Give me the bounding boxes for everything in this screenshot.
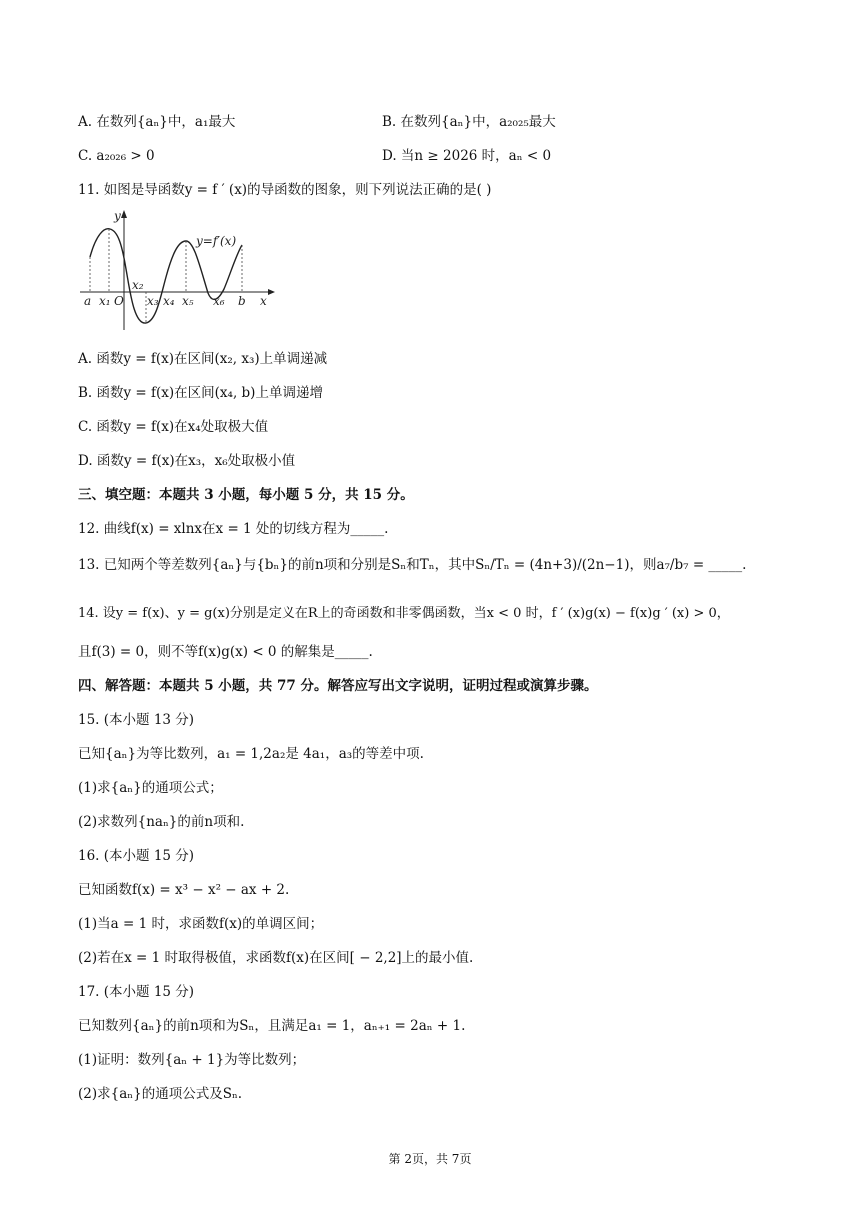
q14-line-2: 且f(3) = 0，则不等f(x)g(x) < 0 的解集是_____.	[78, 644, 373, 660]
label-x6: x₆	[213, 294, 225, 308]
q15-stem: 已知{aₙ}为等比数列，a₁ = 1,2a₂是 4a₁，a₃的等差中项.	[78, 746, 424, 762]
label-y: y	[114, 209, 121, 223]
page-footer: 第 2页，共 7页	[388, 1152, 472, 1166]
q16-stem: 已知函数f(x) = x³ − x² − ax + 2.	[78, 882, 290, 898]
y-axis-arrow	[121, 210, 127, 218]
q17-stem: 已知数列{aₙ}的前n项和为Sₙ，且满足a₁ = 1，aₙ₊₁ = 2aₙ + 1.	[78, 1018, 466, 1034]
label-o: O	[114, 294, 124, 308]
label-x: x	[260, 294, 267, 308]
q11-option-c: C. 函数y = f(x)在x₄处取极大值	[78, 419, 269, 435]
q11-option-a: A. 函数y = f(x)在区间(x₂, x₃)上单调递减	[78, 351, 328, 367]
q13-text: 13. 已知两个等差数列{aₙ}与{bₙ}的前n项和分别是Sₙ和Tₙ，其中Sₙ/Tₙ = (4n+3)/(2n−1)，则a₇/b₇ = _____.	[78, 557, 747, 573]
label-b: b	[238, 294, 246, 308]
q15-part-2: (2)求数列{naₙ}的前n项和.	[78, 814, 245, 830]
q10-option-d: D. 当n ≥ 2026 时，aₙ < 0	[382, 148, 552, 164]
q17-heading: 17. (本小题 15 分)	[78, 984, 195, 1000]
label-x1: x₁	[99, 294, 111, 308]
q11-option-b: B. 函数y = f(x)在区间(x₄, b)上单调递增	[78, 385, 323, 401]
q16-part-2: (2)若在x = 1 时取得极值，求函数f(x)在区间[ − 2,2]上的最小值.	[78, 950, 474, 966]
q10-option-b: B. 在数列{aₙ}中，a₂₀₂₅最大	[382, 114, 556, 130]
section-3-heading: 三、填空题：本题共 3 小题，每小题 5 分，共 15 分。	[78, 487, 414, 503]
x-axis-arrow	[268, 289, 275, 295]
label-curve: y=f′(x)	[196, 234, 237, 248]
label-a: a	[84, 294, 92, 308]
q11-stem: 11. 如图是导函数y = f ′ (x)的导函数的图象，则下列说法正确的是( )	[78, 182, 492, 198]
q10-option-a: A. 在数列{aₙ}中，a₁最大	[78, 114, 236, 130]
label-x4: x₄	[163, 294, 175, 308]
q15-part-1: (1)求{aₙ}的通项公式；	[78, 780, 223, 796]
q15-heading: 15. (本小题 13 分)	[78, 712, 195, 728]
q17-part-2: (2)求{aₙ}的通项公式及Sₙ.	[78, 1086, 243, 1102]
q16-part-1: (1)当a = 1 时，求函数f(x)的单调区间；	[78, 916, 324, 932]
q10-option-c: C. a₂₀₂₆ > 0	[78, 148, 155, 164]
label-x2: x₂	[132, 278, 144, 292]
q16-heading: 16. (本小题 15 分)	[78, 848, 195, 864]
q14-line-1: 14. 设y = f(x)、y = g(x)分别是定义在R上的奇函数和非零偶函数，当x < 0 时，f ′ (x)g(x) − f(x)g ′ (x) > 0，	[78, 606, 730, 621]
q17-part-1: (1)证明：数列{aₙ + 1}为等比数列；	[78, 1052, 306, 1068]
label-x5: x₅	[182, 294, 194, 308]
q11-option-d: D. 函数y = f(x)在x₃，x₆处取极小值	[78, 453, 296, 469]
derivative-graph	[78, 205, 278, 335]
label-x3: x₃	[147, 294, 159, 308]
section-4-heading: 四、解答题：本题共 5 小题，共 77 分。解答应写出文字说明，证明过程或演算步骤。	[78, 678, 598, 694]
q12-text: 12. 曲线f(x) = xlnx在x = 1 处的切线方程为_____.	[78, 521, 389, 537]
